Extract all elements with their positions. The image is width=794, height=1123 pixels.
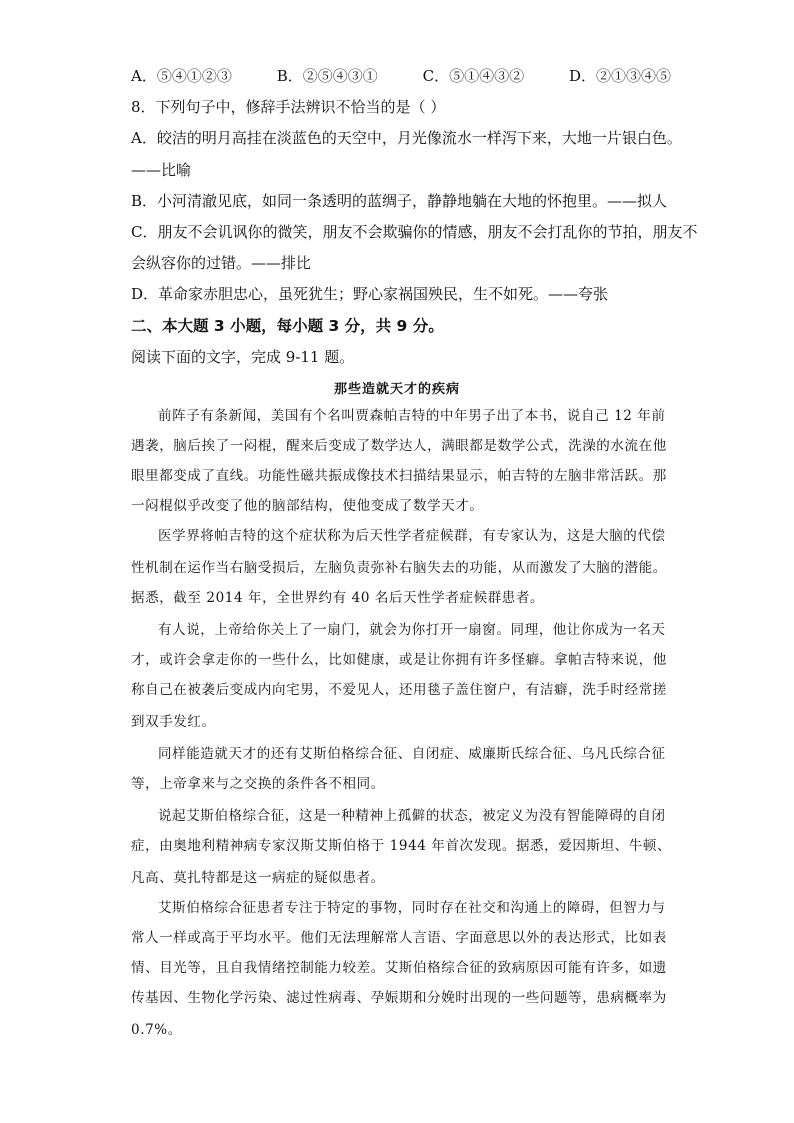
- article-line: 常人一样或高于平均水平。他们无法理解常人言语、字面意思以外的表达形式，比如表: [131, 930, 667, 946]
- q8-option-b: B．小河清澈见底，如同一条透明的蓝绸子，静静地躺在大地的怀抱里。——拟人: [131, 192, 668, 210]
- q8-option-c-line2: 会纵容你的过错。——排比: [131, 254, 312, 272]
- section-heading: 二、本大题 3 小题，每小题 3 分，共 9 分。: [131, 317, 444, 335]
- option-a: A．⑤④①②③: [131, 67, 232, 85]
- article-line: 才，或许会拿走你的一些什么，比如健康，或是让你拥有许多怪癖。拿帕吉特来说，他: [131, 652, 667, 668]
- article-line: 情、目光等，且自我情绪控制能力较差。艾斯伯格综合征的致病原因可能有许多，如遗: [131, 960, 667, 976]
- article-line: 称自己在被袭后变成内向宅男，不爱见人，还用毯子盖住窗户，有洁癖，洗手时经常搓: [131, 682, 667, 698]
- previous-question-options: [131, 66, 671, 86]
- article-line: 眼里都变成了直线。功能性磁共振成像技术扫描结果显示，帕吉特的左脑非常活跃。那: [131, 468, 667, 484]
- article-line: 症，由奥地利精神病专家汉斯艾斯伯格于 1944 年首次发现。据悉，爱因斯坦、牛顿、: [131, 838, 672, 854]
- article-line: 0.7%。: [131, 1022, 182, 1038]
- q8-option-a-line1: A．皎洁的明月高挂在淡蓝色的天空中，月光像流水一样泻下来，大地一片银白色。: [131, 129, 682, 147]
- article-line: 前阵子有条新闻，美国有个名叫贾森帕吉特的中年男子出了本书，说自己 12 年前: [158, 408, 666, 424]
- option-b: B．②⑤④③①: [276, 67, 378, 85]
- article-line: 凡高、莫扎特都是这一病症的疑似患者。: [131, 870, 385, 886]
- article-line: 同样能造就天才的还有艾斯伯格综合征、自闭症、威廉斯氏综合征、乌凡氏综合征: [158, 746, 666, 762]
- q8-option-a-line2: ——比喻: [131, 161, 192, 179]
- article-line: 传基因、生物化学污染、滤过性病毒、孕娠期和分娩时出现的一些问题等，患病概率为: [131, 990, 667, 1006]
- article-line: 艾斯伯格综合征患者专注于特定的事物，同时存在社交和沟通上的障碍，但智力与: [158, 900, 666, 916]
- article-line: 性机制在运作当右脑受损后，左脑负责弥补右脑失去的功能，从而激发了大脑的潜能。: [131, 560, 667, 576]
- article-line: 说起艾斯伯格综合征，这是一种精神上孤僻的状态，被定义为没有智能障碍的自闭: [158, 808, 666, 824]
- article-line: 到双手发红。: [131, 714, 216, 730]
- article-line: 一闷棍似乎改变了他的脑部结构，使他变成了数学天才。: [131, 498, 484, 514]
- article-line: 遇袭，脑后挨了一闷棍，醒来后变成了数学达人，满眼都是数学公式，洗澡的水流在他: [131, 438, 667, 454]
- option-d: D．②①③④⑤: [568, 67, 671, 85]
- article-line: 据悉，截至 2014 年，全世界约有 40 名后天性学者症候群患者。: [131, 590, 545, 606]
- article-line: 医学界将帕吉特的这个症状称为后天性学者症候群，有专家认为，这是大脑的代偿: [158, 528, 666, 544]
- option-c: C．⑤①④③②: [422, 67, 525, 85]
- article-title: 那些造就天才的疾病: [333, 382, 460, 397]
- q8-option-d: D．革命家赤胆忠心，虽死犹生；野心家祸国殃民，生不如死。——夸张: [131, 285, 609, 303]
- q8-stem: 8．下列句子中，修辞手法辨识不恰当的是（ ）: [131, 98, 446, 116]
- article-line: 等，上帝拿来与之交换的条件各不相同。: [131, 776, 385, 792]
- q8-option-c-line1: C．朋友不会讥讽你的微笑，朋友不会欺骗你的情感，朋友不会打乱你的节拍，朋友不: [131, 223, 698, 241]
- article-line: 有人说，上帝给你关上了一扇门，就会为你打开一扇窗。同理，他让你成为一名天: [158, 622, 666, 638]
- reading-instruction: 阅读下面的文字，完成 9-11 题。: [131, 348, 355, 366]
